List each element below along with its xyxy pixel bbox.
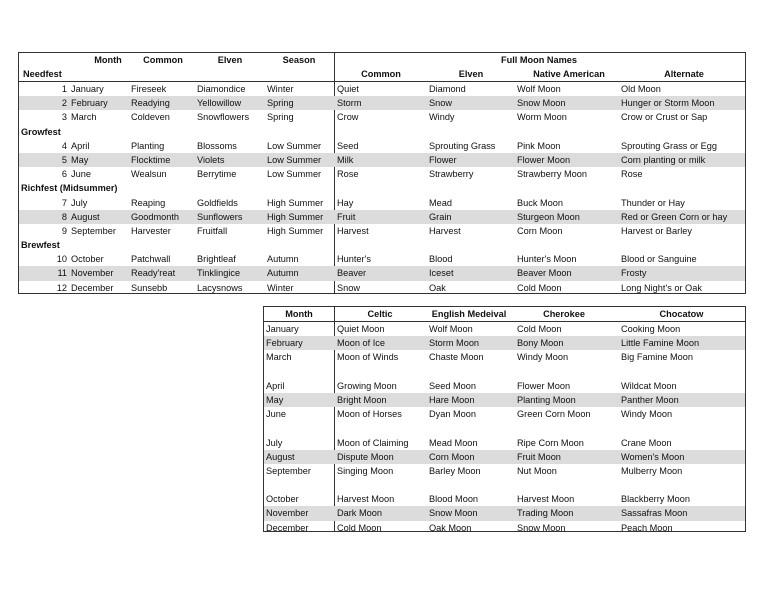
- elven-name: Diamondice: [197, 84, 246, 94]
- month-name: February: [266, 338, 303, 349]
- celtic-moon: Moon of Winds: [337, 352, 399, 363]
- full-moon-native-american: Pink Moon: [517, 140, 561, 151]
- chocatow-moon: Little Famine Moon: [621, 338, 700, 349]
- chocatow-moon: Women's Moon: [621, 451, 685, 462]
- full-moon-elven: Iceset: [429, 268, 454, 279]
- month-name: September: [71, 225, 116, 236]
- cherokee-moon: Nut Moon: [517, 465, 557, 476]
- full-moon-native-american: Strawberry Moon: [517, 169, 587, 180]
- season: High Summer: [267, 197, 324, 208]
- month-name: November: [71, 268, 114, 279]
- chocatow-moon: Peach Moon: [621, 522, 673, 533]
- cherokee-moon: Windy Moon: [517, 352, 569, 363]
- festival-row: [19, 125, 745, 139]
- season: Low Summer: [267, 154, 322, 165]
- subheader-native-american: Native American: [533, 69, 605, 80]
- common-name: Sunsebb: [131, 282, 168, 293]
- header-month: Month: [94, 55, 122, 65]
- common-name: Ready'reat: [131, 268, 176, 279]
- month-number: 5: [61, 154, 67, 165]
- table-row: [264, 492, 745, 506]
- chocatow-moon: Mulberry Moon: [621, 465, 683, 476]
- elven-name: Lacysnows: [197, 282, 243, 293]
- chocatow-moon: Windy Moon: [621, 409, 673, 420]
- full-moon-elven: Strawberry: [429, 169, 474, 180]
- header-chocatow: Chocatow: [659, 309, 704, 319]
- subheader-alternate: Alternate: [664, 69, 704, 80]
- festival-needfest: Needfest: [23, 69, 62, 80]
- table-row: [264, 506, 745, 520]
- table-row: [264, 379, 745, 393]
- festival-label: Brewfest: [21, 240, 60, 251]
- festival-row: [19, 238, 745, 252]
- table-header-row: [19, 53, 745, 67]
- month-name: October: [71, 254, 104, 265]
- english-medeival-moon: Dyan Moon: [429, 409, 476, 420]
- month-name: June: [266, 409, 286, 420]
- celtic-moon: Moon of Claiming: [337, 437, 409, 448]
- full-moon-common: Seed: [337, 140, 359, 151]
- table-row: [264, 450, 745, 464]
- month-number: 7: [61, 197, 67, 208]
- full-moon-common: Snow: [337, 282, 360, 293]
- header-common: Common: [143, 55, 183, 65]
- month-number: 2: [61, 98, 67, 109]
- english-medeival-moon: Wolf Moon: [429, 324, 473, 334]
- english-medeival-moon: Oak Moon: [429, 522, 472, 533]
- header-celtic: Celtic: [367, 309, 393, 319]
- celtic-moon: Moon of Horses: [337, 409, 402, 420]
- common-name: Coldeven: [131, 112, 170, 123]
- common-name: Flocktime: [131, 154, 171, 165]
- full-moon-native-american: Cold Moon: [517, 282, 562, 293]
- table-row: [19, 153, 745, 167]
- month-name: July: [71, 197, 88, 208]
- spacer-row: [264, 365, 745, 379]
- celtic-moon: Singing Moon: [337, 465, 394, 476]
- season: High Summer: [267, 211, 324, 222]
- cherokee-moon: Planting Moon: [517, 394, 576, 405]
- table-header-row: [264, 307, 745, 321]
- elven-name: Blossoms: [197, 140, 237, 151]
- month-name: December: [71, 282, 114, 293]
- cherokee-moon: Trading Moon: [517, 508, 574, 519]
- cherokee-moon: Fruit Moon: [517, 451, 561, 462]
- celtic-moon: Dark Moon: [337, 508, 382, 519]
- season: Autumn: [267, 254, 299, 265]
- table-body: [264, 322, 745, 535]
- header-english-medeival: English Medeival: [431, 309, 507, 319]
- month-number: 8: [61, 211, 67, 222]
- full-moon-elven: Windy: [429, 112, 455, 123]
- table-row: [19, 139, 745, 153]
- month-name: May: [266, 394, 284, 405]
- full-moon-elven: Harvest: [429, 225, 461, 236]
- month-name: October: [266, 494, 299, 505]
- common-name: Wealsun: [131, 169, 167, 180]
- english-medeival-moon: Barley Moon: [429, 465, 481, 476]
- full-moon-elven: Diamond: [429, 84, 466, 94]
- table-row: [19, 82, 745, 96]
- season: Low Summer: [267, 140, 322, 151]
- full-moon-native-american: Buck Moon: [517, 197, 563, 208]
- english-medeival-moon: Blood Moon: [429, 494, 479, 505]
- month-number: 9: [61, 225, 67, 236]
- full-moon-common: Hay: [337, 197, 354, 208]
- full-moon-alternate: Long Night's or Oak: [621, 282, 702, 293]
- month-name: May: [71, 154, 89, 165]
- moon-names-table: [263, 306, 746, 532]
- celtic-moon: Dispute Moon: [337, 451, 394, 462]
- festival-row: [19, 181, 745, 195]
- celtic-moon: Bright Moon: [337, 394, 387, 405]
- festival-label: Growfest: [21, 126, 61, 137]
- full-moon-native-american: Wolf Moon: [517, 84, 561, 94]
- table-row: [264, 393, 745, 407]
- table-row: [19, 281, 745, 295]
- cherokee-moon: Green Corn Moon: [517, 409, 591, 420]
- month-name: January: [266, 324, 299, 334]
- table-row: [264, 350, 745, 364]
- month-name: March: [266, 352, 292, 363]
- season: Spring: [267, 98, 294, 109]
- month-name: July: [266, 437, 283, 448]
- english-medeival-moon: Mead Moon: [429, 437, 478, 448]
- full-moon-native-american: Snow Moon: [517, 98, 566, 109]
- season: Winter: [267, 282, 294, 293]
- full-moon-common: Harvest: [337, 225, 369, 236]
- table-row: [264, 336, 745, 350]
- season: Spring: [267, 112, 294, 123]
- elven-name: Tinklingice: [197, 268, 241, 279]
- full-moon-alternate: Crow or Crust or Sap: [621, 112, 708, 123]
- common-name: Readying: [131, 98, 170, 109]
- season: Low Summer: [267, 169, 322, 180]
- elven-name: Yellowillow: [197, 98, 242, 109]
- celtic-moon: Growing Moon: [337, 380, 397, 391]
- english-medeival-moon: Chaste Moon: [429, 352, 484, 363]
- header-month: Month: [285, 309, 313, 319]
- subheader-elven: Elven: [458, 69, 484, 80]
- full-moon-elven: Mead: [429, 197, 452, 208]
- common-name: Goodmonth: [131, 211, 180, 222]
- common-name: Patchwall: [131, 254, 171, 265]
- english-medeival-moon: Snow Moon: [429, 508, 478, 519]
- full-moon-elven: Flower: [429, 154, 457, 165]
- month-number: 12: [56, 282, 67, 293]
- table-subheader-row: [19, 67, 745, 81]
- elven-name: Sunflowers: [197, 211, 243, 222]
- header-season: Season: [282, 55, 316, 65]
- full-moon-elven: Sprouting Grass: [429, 140, 496, 151]
- table-row: [264, 407, 745, 421]
- full-moon-common: Storm: [337, 98, 362, 109]
- full-moon-elven: Blood: [429, 254, 453, 265]
- english-medeival-moon: Hare Moon: [429, 394, 475, 405]
- table-row: [264, 464, 745, 478]
- full-moon-alternate: Frosty: [621, 268, 647, 279]
- full-moon-native-american: Beaver Moon: [517, 268, 572, 279]
- full-moon-native-american: Hunter's Moon: [517, 254, 577, 265]
- full-moon-alternate: Hunger or Storm Moon: [621, 98, 715, 109]
- table-row: [19, 224, 745, 238]
- header-full-moon-names: Full Moon Names: [500, 55, 578, 65]
- elven-name: Violets: [197, 154, 225, 165]
- full-moon-alternate: Sprouting Grass or Egg: [621, 140, 718, 151]
- month-name: January: [71, 84, 104, 94]
- full-moon-native-american: Worm Moon: [517, 112, 567, 123]
- elven-name: Snowflowers: [197, 112, 250, 123]
- chocatow-moon: Wildcat Moon: [621, 380, 677, 391]
- full-moon-native-american: Corn Moon: [517, 225, 563, 236]
- table-row: [264, 436, 745, 450]
- spacer-row: [264, 478, 745, 492]
- elven-name: Fruitfall: [197, 225, 228, 236]
- month-name: April: [71, 140, 90, 151]
- chocatow-moon: Blackberry Moon: [621, 494, 690, 505]
- elven-name: Goldfields: [197, 197, 238, 208]
- cherokee-moon: Snow Moon: [517, 522, 566, 533]
- month-number: 1: [61, 84, 67, 94]
- chocatow-moon: Panther Moon: [621, 394, 679, 405]
- cherokee-moon: Flower Moon: [517, 380, 571, 391]
- month-number: 6: [61, 169, 67, 180]
- month-name: August: [71, 211, 100, 222]
- festival-label: Richfest (Midsummer): [21, 183, 118, 194]
- season: High Summer: [267, 225, 324, 236]
- full-moon-alternate: Thunder or Hay: [621, 197, 685, 208]
- english-medeival-moon: Storm Moon: [429, 338, 480, 349]
- full-moon-common: Hunter's: [337, 254, 371, 265]
- month-name: March: [71, 112, 97, 123]
- full-moon-elven: Snow: [429, 98, 452, 109]
- table-row: [19, 96, 745, 110]
- month-name: November: [266, 508, 309, 519]
- full-moon-common: Quiet: [337, 84, 359, 94]
- month-name: February: [71, 98, 108, 109]
- month-name: June: [71, 169, 91, 180]
- month-number: 4: [61, 140, 67, 151]
- table-row: [264, 322, 745, 336]
- common-name: Planting: [131, 140, 165, 151]
- full-moon-native-american: Flower Moon: [517, 154, 571, 165]
- full-moon-common: Rose: [337, 169, 359, 180]
- month-number: 11: [57, 268, 67, 279]
- month-number: 10: [56, 254, 67, 265]
- table-row: [19, 266, 745, 280]
- month-name: December: [266, 522, 309, 533]
- calendar-table: [18, 52, 746, 294]
- table-row: [19, 210, 745, 224]
- celtic-moon: Cold Moon: [337, 522, 382, 533]
- full-moon-common: Milk: [337, 154, 354, 165]
- full-moon-alternate: Rose: [621, 169, 643, 180]
- month-number: 3: [61, 112, 67, 123]
- chocatow-moon: Sassafras Moon: [621, 508, 688, 519]
- chocatow-moon: Crane Moon: [621, 437, 672, 448]
- full-moon-alternate: Harvest or Barley: [621, 225, 692, 236]
- table-row: [19, 252, 745, 266]
- cherokee-moon: Ripe Corn Moon: [517, 437, 584, 448]
- full-moon-alternate: Blood or Sanguine: [621, 254, 697, 265]
- chocatow-moon: Cooking Moon: [621, 324, 681, 334]
- month-name: April: [266, 380, 285, 391]
- chocatow-moon: Big Famine Moon: [621, 352, 694, 363]
- full-moon-common: Crow: [337, 112, 359, 123]
- header-cherokee: Cherokee: [543, 309, 585, 319]
- full-moon-common: Beaver: [337, 268, 367, 279]
- celtic-moon: Quiet Moon: [337, 324, 385, 334]
- common-name: Fireseek: [131, 84, 167, 94]
- season: Autumn: [267, 268, 299, 279]
- subheader-common: Common: [361, 69, 401, 80]
- full-moon-common: Fruit: [337, 211, 356, 222]
- elven-name: Brightleaf: [197, 254, 236, 265]
- full-moon-alternate: Old Moon: [621, 84, 661, 94]
- common-name: Reaping: [131, 197, 166, 208]
- cherokee-moon: Harvest Moon: [517, 494, 575, 505]
- table-row: [19, 110, 745, 124]
- common-name: Harvester: [131, 225, 171, 236]
- month-name: August: [266, 451, 295, 462]
- full-moon-elven: Grain: [429, 211, 452, 222]
- spacer-row: [264, 421, 745, 435]
- season: Winter: [267, 84, 294, 94]
- table-row: [19, 167, 745, 181]
- table-body: [19, 82, 745, 295]
- full-moon-native-american: Sturgeon Moon: [517, 211, 580, 222]
- table-row: [264, 521, 745, 535]
- english-medeival-moon: Seed Moon: [429, 380, 476, 391]
- full-moon-alternate: Corn planting or milk: [621, 154, 706, 165]
- cherokee-moon: Bony Moon: [517, 338, 564, 349]
- celtic-moon: Moon of Ice: [337, 338, 386, 349]
- month-name: September: [266, 465, 311, 476]
- celtic-moon: Harvest Moon: [337, 494, 395, 505]
- header-elven: Elven: [217, 55, 243, 65]
- elven-name: Berrytime: [197, 169, 237, 180]
- cherokee-moon: Cold Moon: [517, 324, 562, 334]
- english-medeival-moon: Corn Moon: [429, 451, 475, 462]
- full-moon-elven: Oak: [429, 282, 446, 293]
- table-row: [19, 196, 745, 210]
- full-moon-alternate: Red or Green Corn or hay: [621, 211, 728, 222]
